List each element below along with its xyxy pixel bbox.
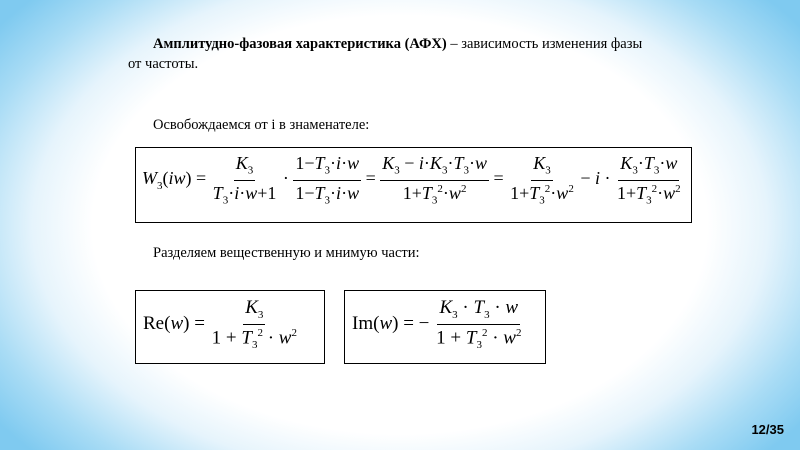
page-number: 12/35 bbox=[751, 422, 784, 437]
formula-im: Im(w) = − $\frac{K_3 \cdot T_3 \cdot w}{1 + T_3^2 \cdot w^2}$ bbox=[352, 297, 522, 351]
definition-text: – зависимость изменения фазы от частоты. bbox=[128, 36, 643, 72]
paragraph-denominator: Освобождаемся от i в знаменателе: bbox=[153, 117, 370, 133]
formula-box-im bbox=[344, 290, 546, 364]
term-afh: Амплитудно-фазовая характеристика (АФХ) bbox=[153, 36, 447, 52]
formula-box-re bbox=[135, 290, 325, 364]
formula-main: $W_3(iw)$ = $\frac{K_3}{T_3\cdot i\cdot w+1}$ · $\frac{1-T_3\cdot i\cdot w}{1-T_3\cdot i\cdot w}$ = $\frac{K_3 - i\cdot K_3\cdot T_3\cdot w}{1+T_3^2\cdot w^2}$ = $\frac{K_3}{1+T_3^2\cdot w^2}$ − i · $\frac{K_3\cdot T_3\cdot w}{1+T_3^2\cdot w^2}$ bbox=[142, 153, 681, 207]
paragraph-definition bbox=[128, 34, 648, 74]
paragraph-split: Разделяем вещественную и мнимую части: bbox=[153, 245, 420, 261]
formula-re: Re(w) = $\frac{K_3}{1 + T_3^2 \cdot w^2}$ bbox=[143, 297, 297, 351]
formula-box-main bbox=[135, 147, 692, 223]
